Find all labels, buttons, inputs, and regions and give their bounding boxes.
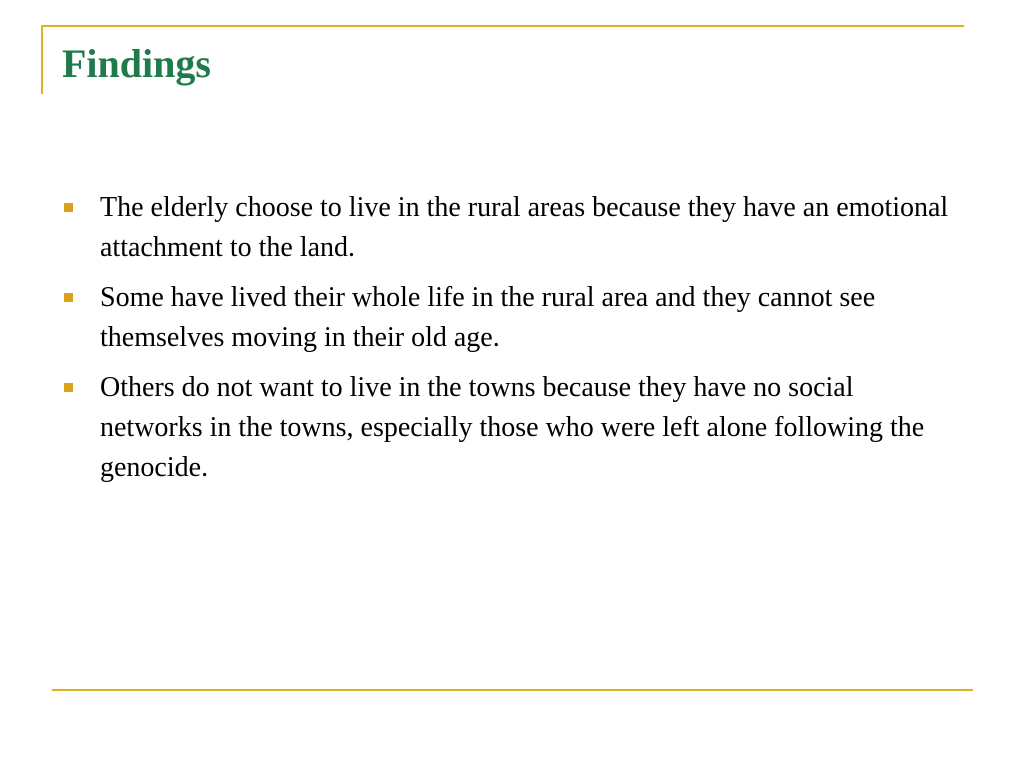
bullet-list xyxy=(62,188,962,498)
square-bullet-icon xyxy=(64,383,73,392)
bullet-text: Others do not want to live in the towns because they have no social networks in the towns, especially those who were left alone following the genocide. xyxy=(100,372,925,483)
bullet-text: Some have lived their whole life in the rural area and they cannot see themselves moving in their old age. xyxy=(100,282,876,353)
bullet-item xyxy=(62,278,962,358)
footer-accent-line xyxy=(52,689,973,691)
square-bullet-icon xyxy=(64,293,73,302)
title-accent-vertical-line xyxy=(41,25,43,94)
bullet-item xyxy=(62,368,962,488)
bullet-text: The elderly choose to live in the rural areas because they have an emotional attachment to the land. xyxy=(100,192,949,263)
title-accent-top-line xyxy=(41,25,964,27)
square-bullet-icon xyxy=(64,203,73,212)
bullet-item xyxy=(62,188,962,268)
slide-title: Findings xyxy=(62,41,211,86)
